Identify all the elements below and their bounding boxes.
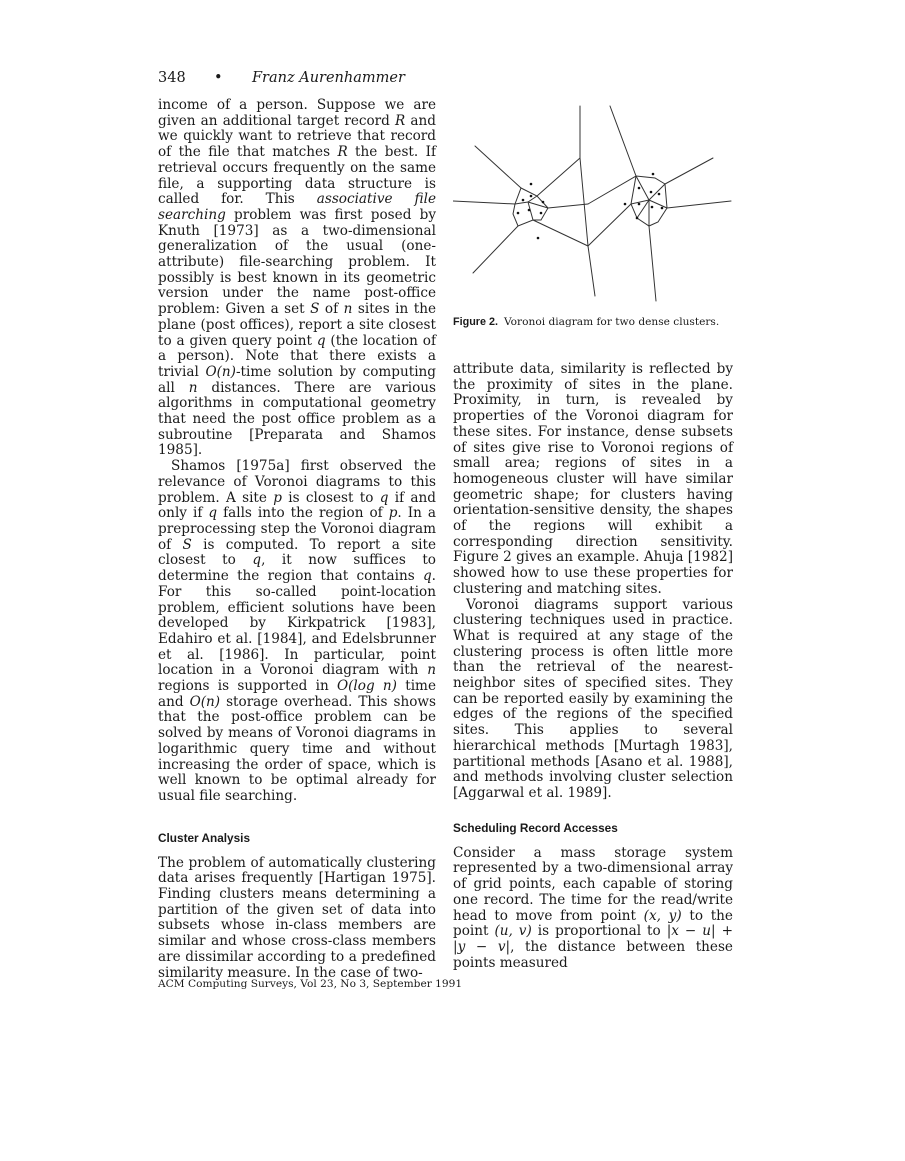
- section-heading-scheduling-record-accesses: Scheduling Record Accesses: [453, 820, 618, 835]
- voronoi-edge: [528, 196, 537, 202]
- page-footer: ACM Computing Surveys, Vol 23, No 3, September 1991: [158, 978, 463, 990]
- left-paragraph-3: The problem of automatically clustering data arises frequently [Hartigan 1975]. Finding clusters means determining a partition of the given set of data into subsets whose in-class members are similar and whose cross-class members are dissimilar according to a predefined similarity measure. In the case of two-: [158, 854, 436, 981]
- header-separator: •: [214, 70, 223, 86]
- voronoi-edge: [548, 204, 588, 208]
- running-head: [158, 70, 405, 86]
- voronoi-edge: [533, 220, 588, 246]
- voronoi-edge: [610, 106, 636, 176]
- voronoi-site: [522, 199, 525, 202]
- running-head-author: Franz Aurenhammer: [252, 70, 405, 86]
- voronoi-site: [624, 203, 627, 206]
- voronoi-site: [530, 183, 533, 186]
- left-paragraph-1: income of a person. Suppose we are given an additional target record R and we quickly want to retrieve that record of the file that matches R the best. If retrieval occurs frequently on the same file, a supporting data structure is called for. This associative file searching problem was first posed by Knuth [1973] as a two-dimensional generalization of the usual (one-attribute) file-searching problem. It possibly is best known in its geometric version under the name post-office problem: Given a set S of n sites in the plane (post offices), report a site closest to a given query point q (the location of a person). Note that there exists a trivial O(n)-time solution by computing all n distances. There are various algorithms in computational geometry that need the post office problem as a subroutine [Preparata and Shamos 1985].: [158, 97, 437, 459]
- voronoi-edge: [588, 176, 636, 204]
- voronoi-site: [652, 173, 655, 176]
- right-column: [453, 362, 733, 971]
- voronoi-edge: [588, 246, 595, 296]
- voronoi-edge: [588, 204, 631, 246]
- voronoi-site: [537, 237, 540, 240]
- voronoi-edge: [667, 201, 731, 208]
- voronoi-site: [651, 206, 654, 209]
- figure-caption-text: Voronoi diagram for two dense clusters.: [504, 316, 720, 328]
- left-paragraph-2: Shamos [1975a] first observed the relevance of Voronoi diagrams to this problem. A site p is closest to q if and only if q falls into the region of p. In a preprocessing step the Voronoi diagram of S is computed. To report a site closest to q, it now suffices to determine the region that contains q. For this so-called point-location problem, efficient solutions have been developed by Kirkpatrick [1983], Edahiro et al. [1984], and Edelsbrunner et al. [1986]. In particular, point location in a Voronoi diagram with n regions is supported in O(log n) time and O(n) storage overhead. This shows that the post-office problem can be solved by means of Voronoi diagrams in logarithmic query time and without increasing the order of space, which is well known to be optimal already for usual file searching.: [158, 458, 437, 804]
- voronoi-site: [636, 217, 639, 220]
- voronoi-cell-left: [513, 188, 548, 226]
- voronoi-site: [658, 193, 661, 196]
- voronoi-site: [530, 195, 533, 198]
- voronoi-site: [517, 212, 520, 215]
- right-paragraph-2: Voronoi diagrams support various clustering techniques used in practice. What is required at any stage of the clustering process is often little more than the retrieval of the nearest-neighbor sites of specified sites. They can be reported easily by examining the edges of the regions of the specified sites. This applies to several hierarchical methods [Murtagh 1983], partitional methods [Asano et al. 1988], and methods involving cluster selection [Aggarwal et al. 1989].: [453, 596, 733, 801]
- voronoi-edge: [665, 158, 713, 184]
- voronoi-edge: [475, 146, 521, 188]
- right-paragraph-3: Consider a mass storage system represented by a two-dimensional array of grid points, each capable of storing one record. The time for the read/write head to move from point (x, y) to the point (u, v) is proportional to |x − u| + |y − v|, the distance between these points measured: [453, 844, 734, 971]
- voronoi-edge: [473, 226, 518, 273]
- voronoi-site: [528, 209, 531, 212]
- voronoi-site: [540, 212, 543, 215]
- voronoi-site: [542, 201, 545, 204]
- right-paragraph-1: attribute data, similarity is reflected by the proximity of sites in the plane. Proximity, in turn, is revealed by properties of the Voronoi diagram for these sites. For instance, dense subsets of sites give rise to Voronoi regions of small area; regions of sites in a homogeneous cluster will have similar geometric shape; for clusters having orientation-sensitive density, the shapes of the regions will exhibit a corresponding direction sensitivity. Figure 2 gives an example. Ahuja [1982] showed how to use these properties for clustering and matching sites.: [453, 361, 733, 597]
- voronoi-site: [638, 203, 641, 206]
- figure-label: Figure 2.: [453, 316, 498, 328]
- figure-voronoi-diagram: [453, 96, 738, 336]
- voronoi-site: [650, 191, 653, 194]
- voronoi-diagram-graphic: [453, 96, 738, 336]
- voronoi-edge: [453, 201, 515, 204]
- voronoi-site: [661, 207, 664, 210]
- page-number: 348: [158, 70, 186, 86]
- figure-caption: [453, 316, 743, 328]
- left-column: [158, 98, 436, 981]
- voronoi-edge: [649, 226, 656, 301]
- section-heading-cluster-analysis: Cluster Analysis: [158, 830, 251, 845]
- voronoi-edge: [537, 158, 580, 196]
- voronoi-site: [638, 187, 641, 190]
- voronoi-edge: [515, 202, 528, 204]
- voronoi-edge: [580, 158, 588, 246]
